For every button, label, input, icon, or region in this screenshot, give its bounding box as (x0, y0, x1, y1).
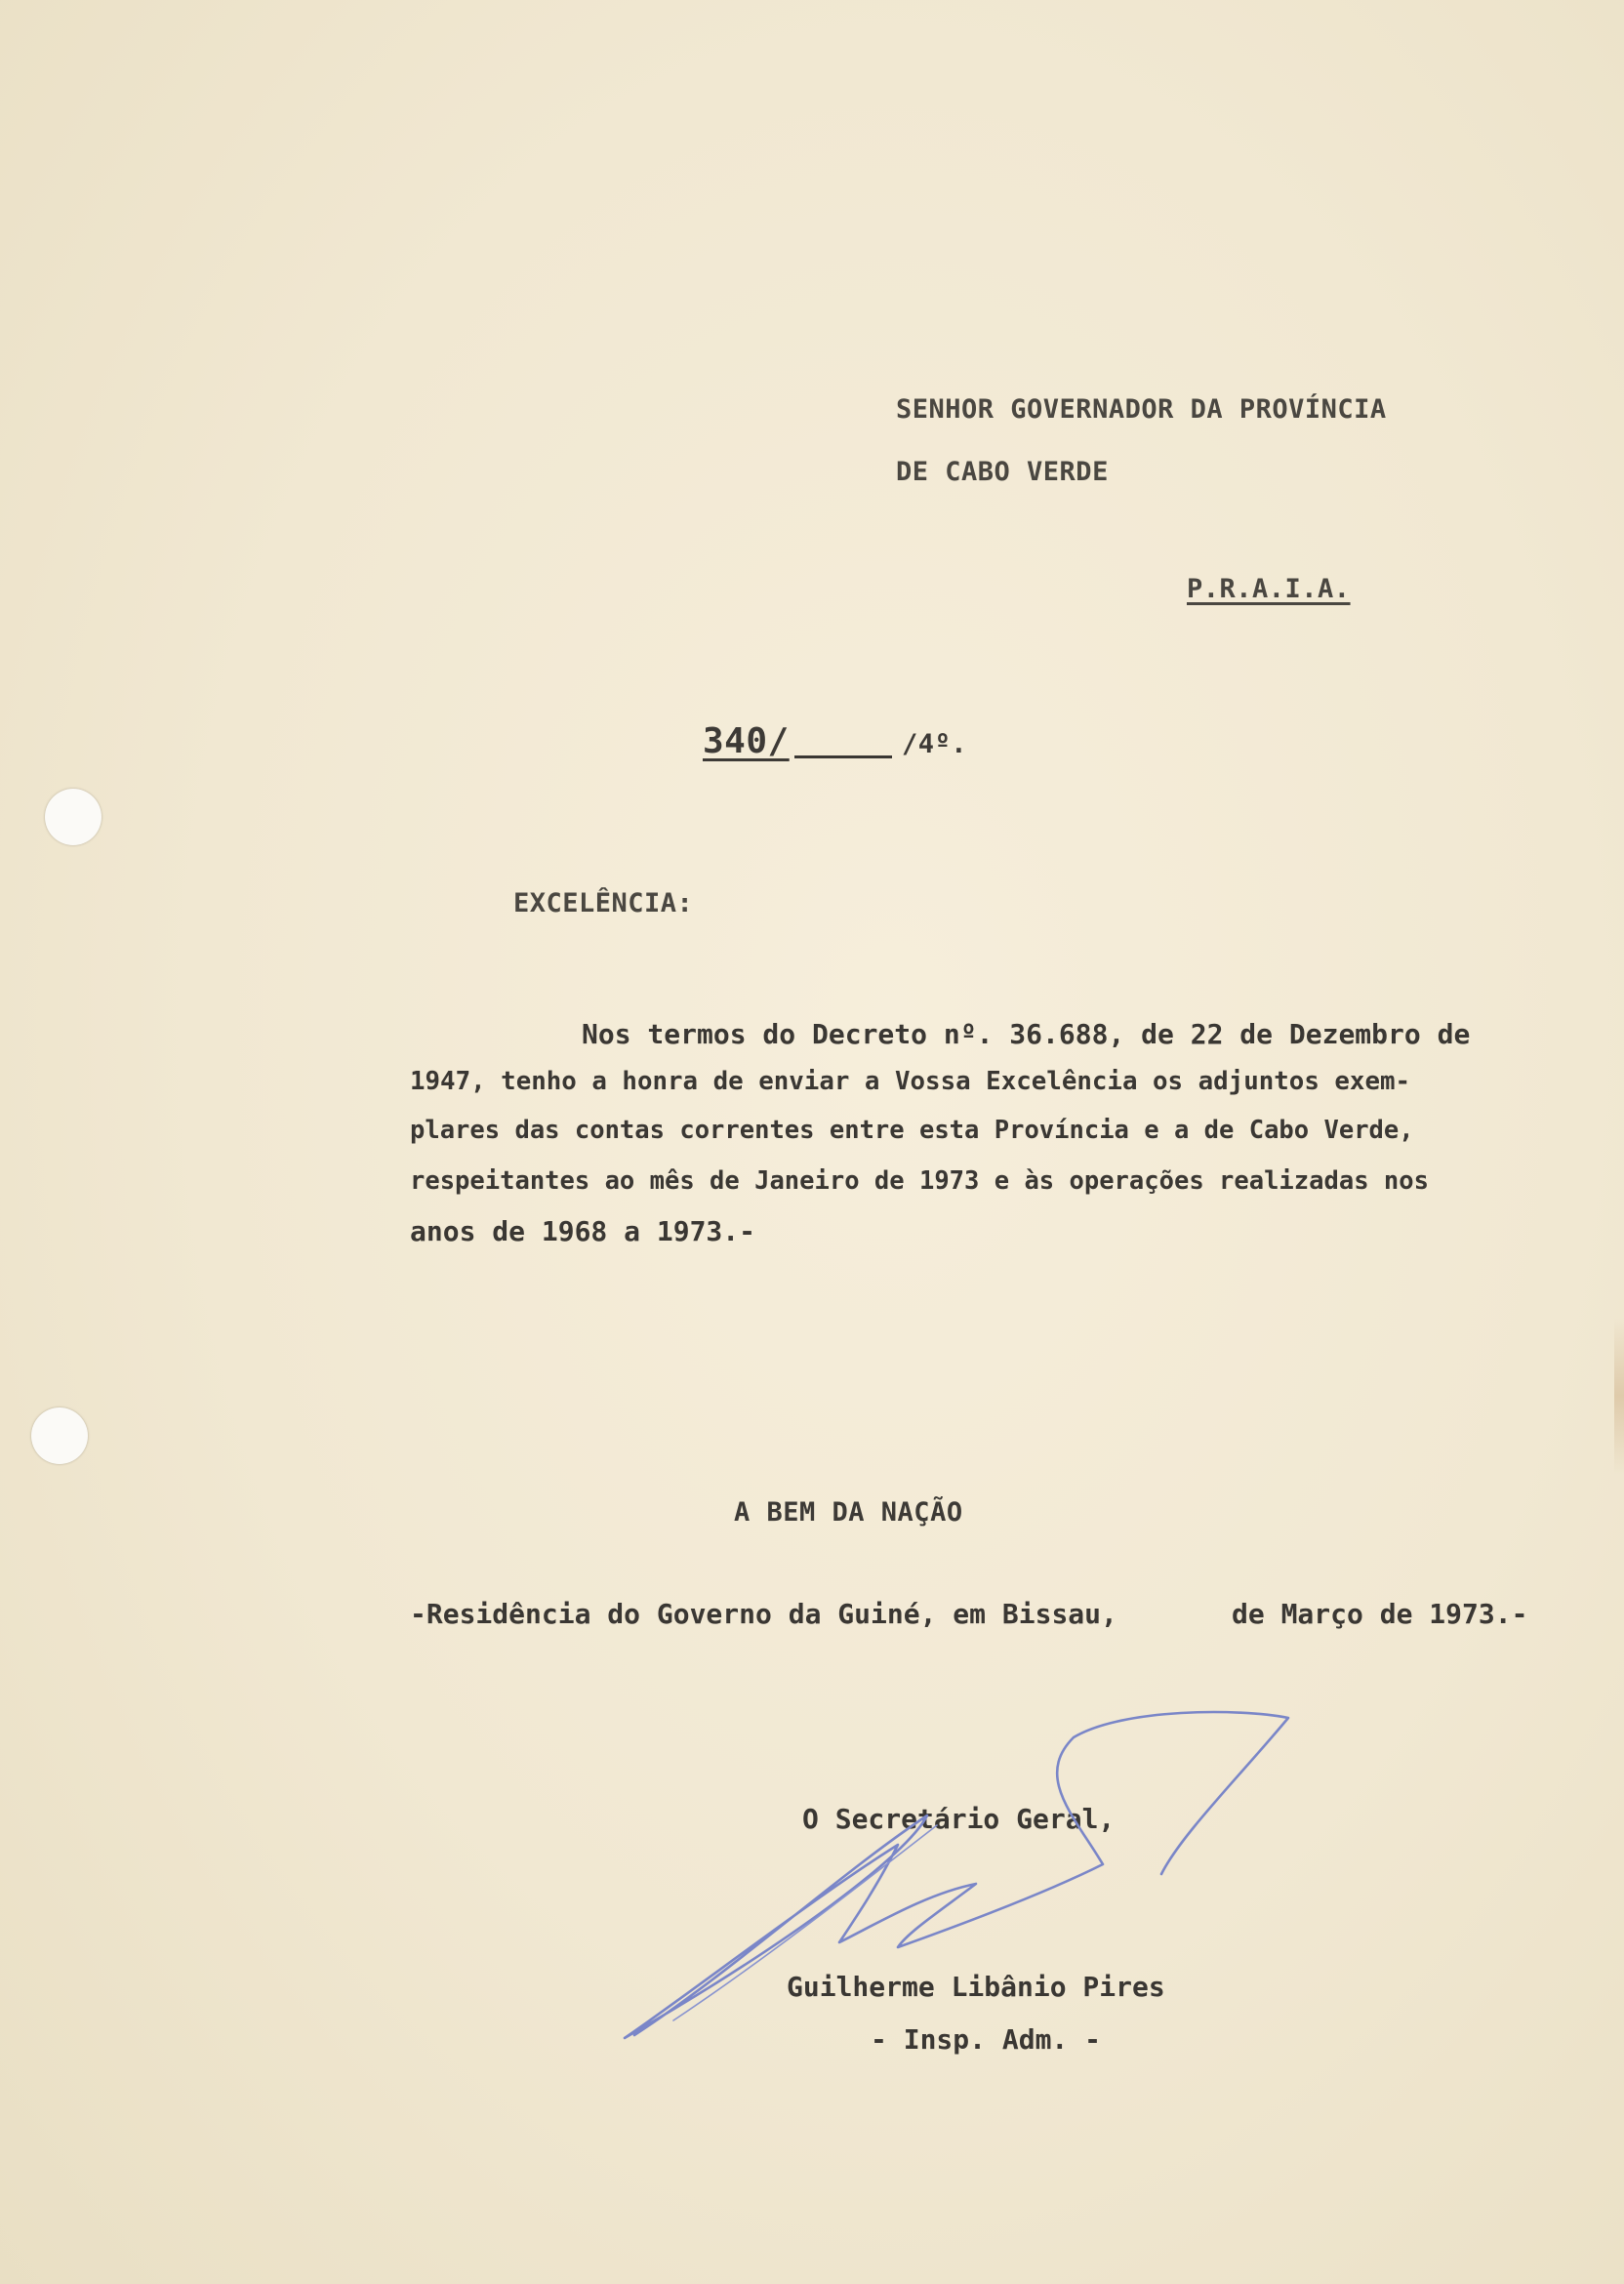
reference-number-value: 340/ (703, 721, 790, 761)
salutation: EXCELÊNCIA: (513, 888, 694, 918)
address-line-1: SENHOR GOVERNADOR DA PROVÍNCIA (896, 394, 1387, 425)
reference-blank-line (794, 755, 892, 758)
body-line-3: plares das contas correntes entre esta Província e a de Cabo Verde, (410, 1116, 1414, 1145)
place-text: -Residência do Governo da Guiné, em Bissau, (410, 1598, 1117, 1630)
signatory-title: O Secretário Geral, (802, 1803, 1116, 1835)
body-line-2: 1947, tenho a honra de enviar a Vossa Excelência os adjuntos exem- (410, 1067, 1411, 1096)
punch-hole-top (45, 789, 102, 845)
reference-number (703, 721, 968, 761)
body-line-4: respeitantes ao mês de Janeiro de 1973 e às operações realizadas nos (410, 1166, 1429, 1196)
handwritten-signature (615, 1698, 1337, 2069)
closing-formula: A BEM DA NAÇÃO (734, 1497, 963, 1528)
edge-stain (1614, 1318, 1624, 1474)
punch-hole-bottom (31, 1407, 88, 1464)
address-city: P.R.A.I.A. (1187, 574, 1351, 604)
address-line-2: DE CABO VERDE (896, 457, 1109, 487)
reference-suffix: /4º. (901, 729, 968, 759)
signatory-name: Guilherme Libânio Pires (787, 1971, 1165, 2003)
date-text: de Março de 1973.- (1232, 1598, 1528, 1630)
body-line-5: anos de 1968 a 1973.- (410, 1215, 756, 1247)
body-line-1: Nos termos do Decreto nº. 36.688, de 22 de Dezembro de (582, 1018, 1471, 1050)
signatory-role: - Insp. Adm. - (871, 2023, 1102, 2056)
